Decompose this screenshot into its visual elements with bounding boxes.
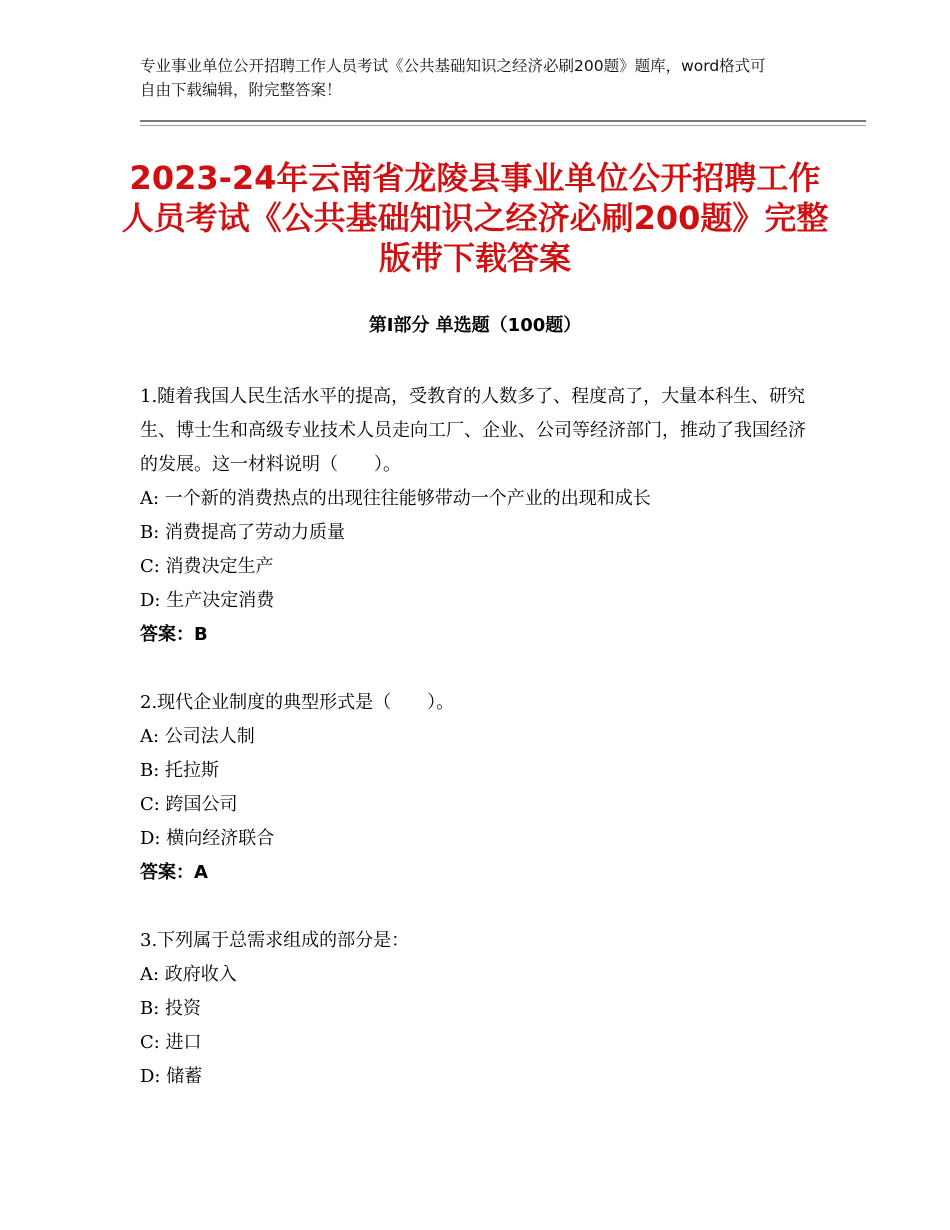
- option-d: D: 生产决定消费: [140, 590, 275, 611]
- option-c: C: 消费决定生产: [140, 556, 274, 577]
- question-stem: 3.下列属于总需求组成的部分是：: [140, 930, 410, 951]
- option-d: D: 储蓄: [140, 1066, 203, 1087]
- option-a: A: 一个新的消费热点的出现往往能够带动一个产业的出现和成长: [140, 488, 651, 509]
- answer: 答案：B: [140, 624, 208, 645]
- document-title: 2023-24年云南省龙陵县事业单位公开招聘工作人员考试《公共基础知识之经济必刷200题》完整版带下载答案: [121, 159, 829, 277]
- option-a: A: 政府收入: [140, 964, 237, 985]
- option-b: B: 投资: [140, 998, 202, 1019]
- section-heading: 第Ⅰ部分 单选题（100题）: [368, 315, 582, 336]
- option-b: B: 托拉斯: [140, 760, 220, 781]
- answer: 答案：A: [140, 862, 208, 883]
- question-2: [140, 686, 810, 890]
- option-c: C: 进口: [140, 1032, 202, 1053]
- option-c: C: 跨国公司: [140, 794, 238, 815]
- header-note: 专业事业单位公开招聘工作人员考试《公共基础知识之经济必刷200题》题库，word格式可自由下载编辑，附完整答案！: [140, 57, 766, 99]
- question-list: [140, 380, 810, 1128]
- header-divider-thin: [140, 125, 866, 126]
- option-a: A: 公司法人制: [140, 726, 255, 747]
- question-stem: 1.随着我国人民生活水平的提高，受教育的人数多了、程度高了，大量本科生、研究生、博士生和高级专业技术人员走向工厂、企业、公司等经济部门，推动了我国经济的发展。这一材料说明（ ）。: [140, 386, 806, 475]
- option-d: D: 横向经济联合: [140, 828, 275, 849]
- header-divider-thick: [140, 120, 866, 122]
- question-3: [140, 924, 810, 1094]
- option-b: B: 消费提高了劳动力质量: [140, 522, 346, 543]
- question-stem: 2.现代企业制度的典型形式是（ ）。: [140, 692, 455, 713]
- question-1: [140, 380, 810, 652]
